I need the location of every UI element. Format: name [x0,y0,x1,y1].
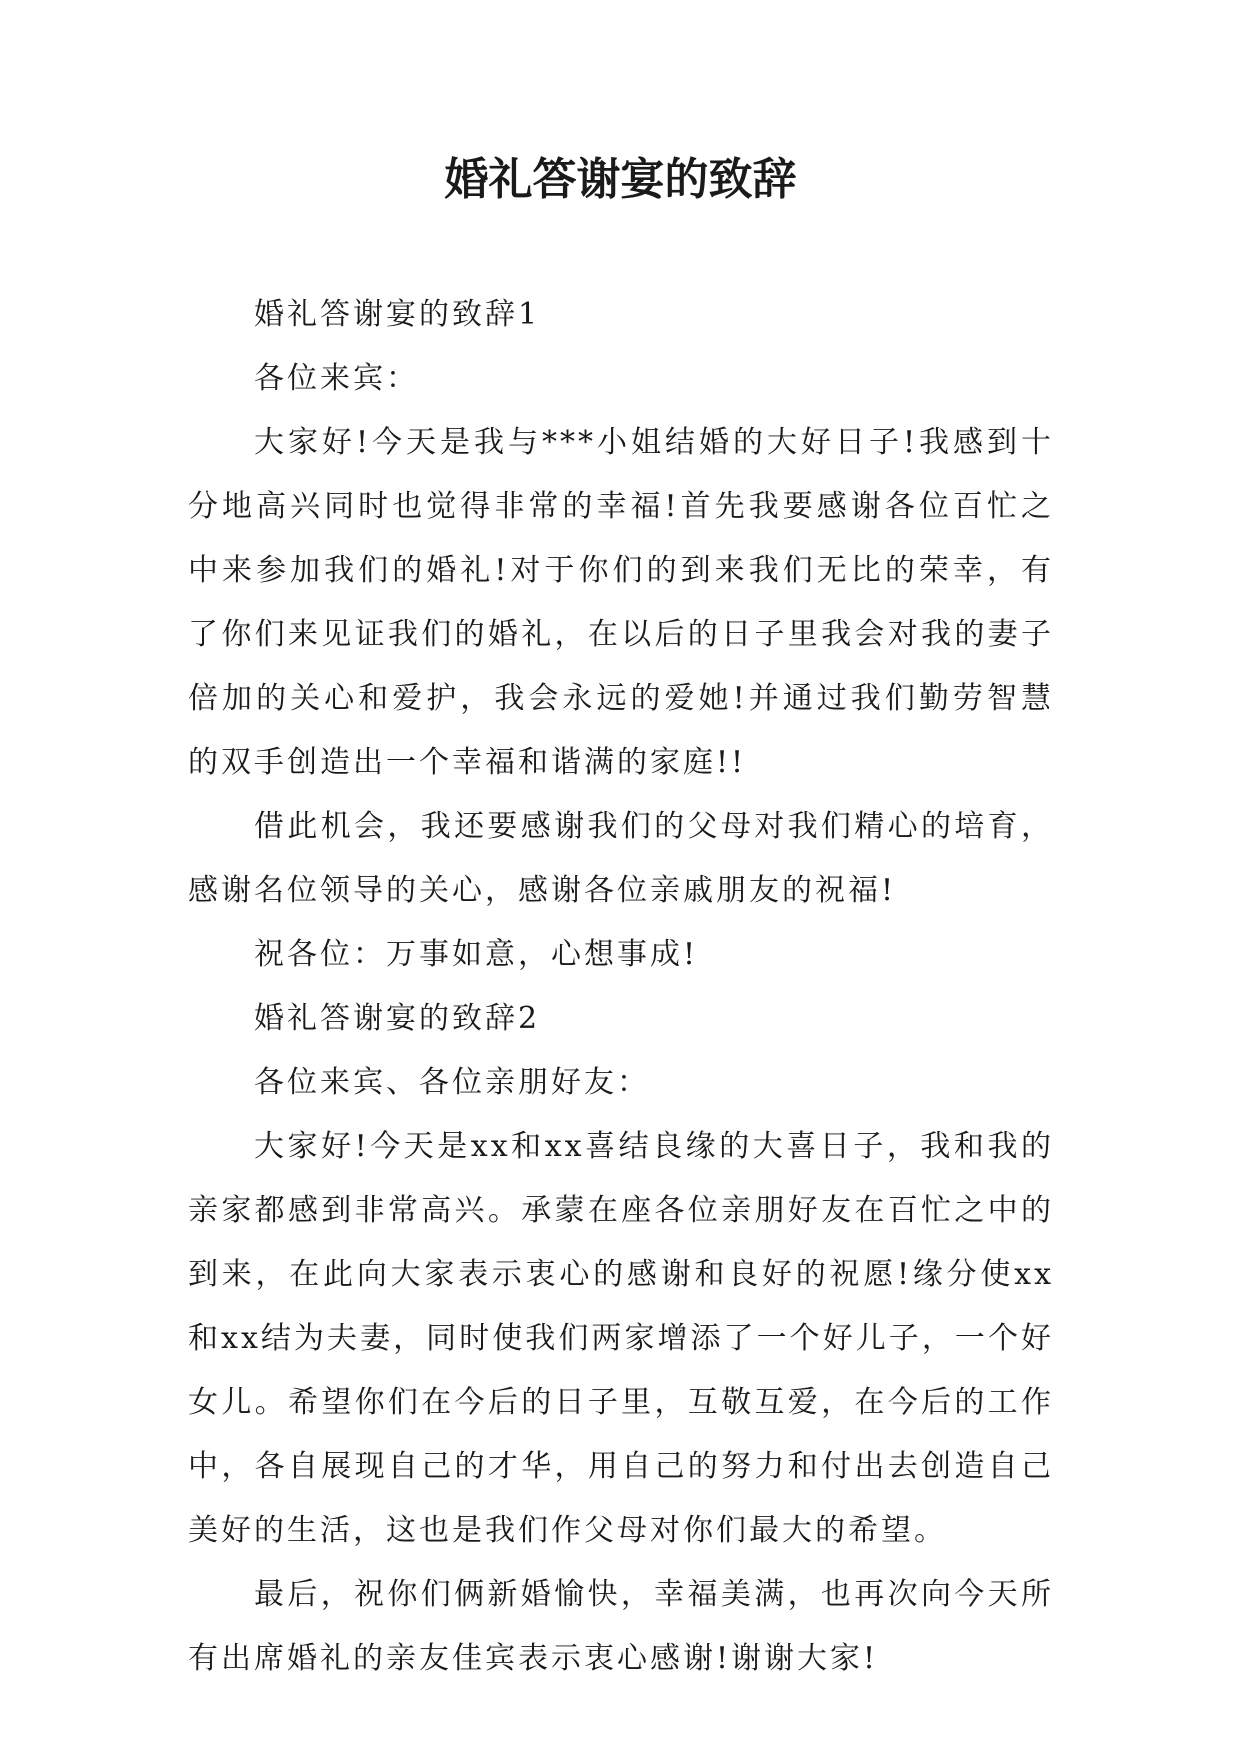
document-body [188,283,1054,1691]
closing-wish-1: 祝各位：万事如意，心想事成! [254,937,699,972]
section-heading-2: 婚礼答谢宴的致辞2 [254,1001,541,1036]
section-heading-1: 婚礼答谢宴的致辞1 [254,297,541,332]
document-title: 婚礼答谢宴的致辞 [444,154,797,205]
body-paragraph: 借此机会，我还要感谢我们的父母对我们精心的培育，感谢名位领导的关心，感谢各位亲戚朋友的祝福! [188,809,1054,908]
body-paragraph: 大家好!今天是我与***小姐结婚的大好日子!我感到十分地高兴同时也觉得非常的幸福!首先我要感谢各位百忙之中来参加我们的婚礼!对于你们的到来我们无比的荣幸，有了你们来见证我们的婚礼，在以后的日子里我会对我的妻子倍加的关心和爱护，我会永远的爱她!并通过我们勤劳智慧的双手创造出一个幸福和谐满的家庭!! [188,425,1054,780]
salutation-1: 各位来宾： [254,361,419,396]
body-paragraph: 大家好!今天是xx和xx喜结良缘的大喜日子，我和我的亲家都感到非常高兴。承蒙在座各位亲朋好友在百忙之中的到来，在此向大家表示衷心的感谢和良好的祝愿!缘分使xx和xx结为夫妻，同时使我们两家增添了一个好儿子，一个好女儿。希望你们在今后的日子里，互敬互爱，在今后的工作中，各自展现自己的才华，用自己的努力和付出去创造自己美好的生活，这也是我们作父母对你们最大的希望。 [188,1129,1054,1548]
salutation-2: 各位来宾、各位亲朋好友： [254,1065,650,1100]
closing-paragraph-2: 最后，祝你们俩新婚愉快，幸福美满，也再次向今天所有出席婚礼的亲友佳宾表示衷心感谢!谢谢大家! [188,1577,1054,1676]
